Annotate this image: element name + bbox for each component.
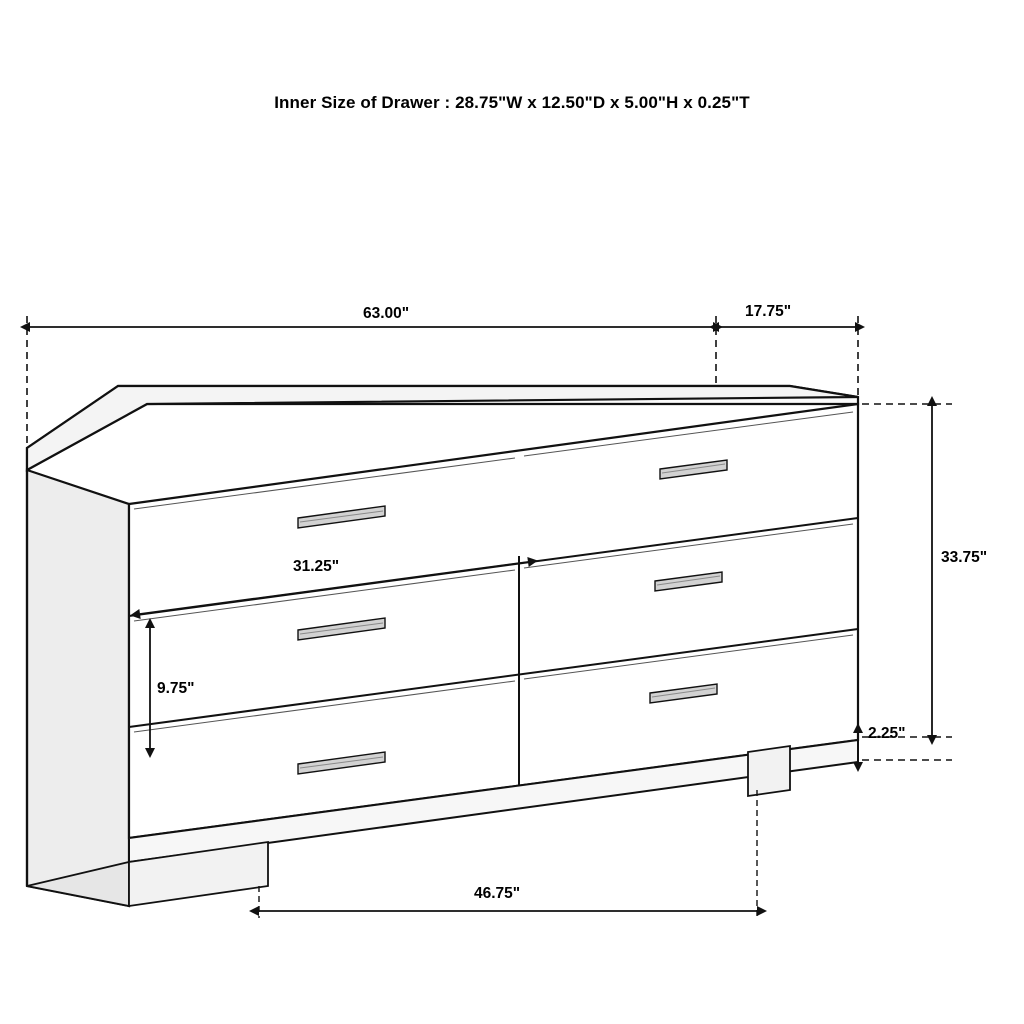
label-drawer-width: 31.25" xyxy=(293,558,340,575)
label-base-height: 2.25" xyxy=(868,725,906,742)
label-width-top: 63.00" xyxy=(363,305,410,322)
dresser-body xyxy=(27,386,858,906)
label-drawer-height: 9.75" xyxy=(157,680,195,697)
left-side-panel xyxy=(27,470,129,906)
label-height-right: 33.75" xyxy=(941,549,988,566)
base-foot-right xyxy=(748,746,790,796)
page-title: Inner Size of Drawer : 28.75"W x 12.50"D x 5.00"H x 0.25"T xyxy=(274,93,750,112)
label-depth-top: 17.75" xyxy=(745,303,792,320)
label-base-front-width: 46.75" xyxy=(474,885,521,902)
